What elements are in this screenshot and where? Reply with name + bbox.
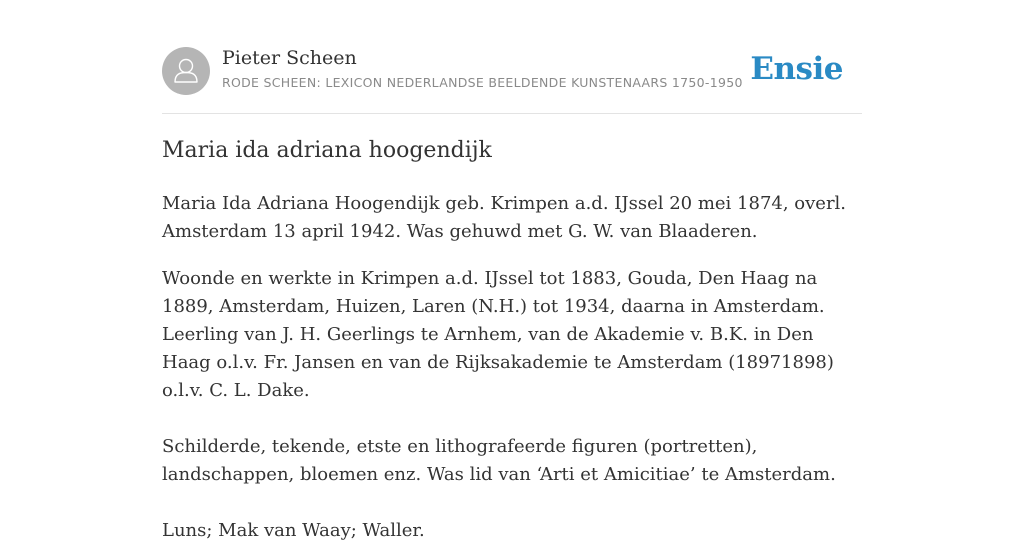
article-title: Maria ida adriana hoogendijk xyxy=(162,138,492,163)
article-body xyxy=(162,190,862,545)
source-title[interactable]: RODE SCHEEN: LEXICON NEDERLANDSE BEELDENDE KUNSTENAARS 1750-1950 xyxy=(222,75,743,90)
header-divider xyxy=(162,113,862,114)
paragraph-career: Woonde en werkte in Krimpen a.d. IJssel tot 1883, Gouda, Den Haag na 1889, Amsterdam, Huizen, Laren (N.H.) tot 1934, daarna in Amsterdam. Leerling van J. H. Geerlings te Arnhem, van de Akademie v. B.K. in Den Haag o.l.v. Fr. Jansen en van de Rijksakademie te Amsterdam (18971898) o.l.v. C. L. Dake. xyxy=(162,268,834,401)
paragraph-spacer xyxy=(162,489,862,517)
paragraph-works: Schilderde, tekende, etste en lithografeerde figuren (portretten), landschappen, bloemen enz. Was lid van ‘Arti et Amicitiae’ te Amsterdam. xyxy=(162,436,836,485)
paragraph-biography: Maria Ida Adriana Hoogendijk geb. Krimpen a.d. IJssel 20 mei 1874, overl. Amsterdam 13 april 1942. Was gehuwd met G. W. van Blaaderen. xyxy=(162,193,847,242)
user-avatar-icon xyxy=(162,47,210,95)
paragraph-spacer xyxy=(162,405,862,433)
author-name[interactable]: Pieter Scheen xyxy=(222,47,357,69)
author-avatar[interactable] xyxy=(162,47,210,95)
ensie-logo[interactable]: Ensie xyxy=(750,51,843,87)
paragraph-sources: Luns; Mak van Waay; Waller. xyxy=(162,520,425,541)
author-header xyxy=(162,46,862,96)
